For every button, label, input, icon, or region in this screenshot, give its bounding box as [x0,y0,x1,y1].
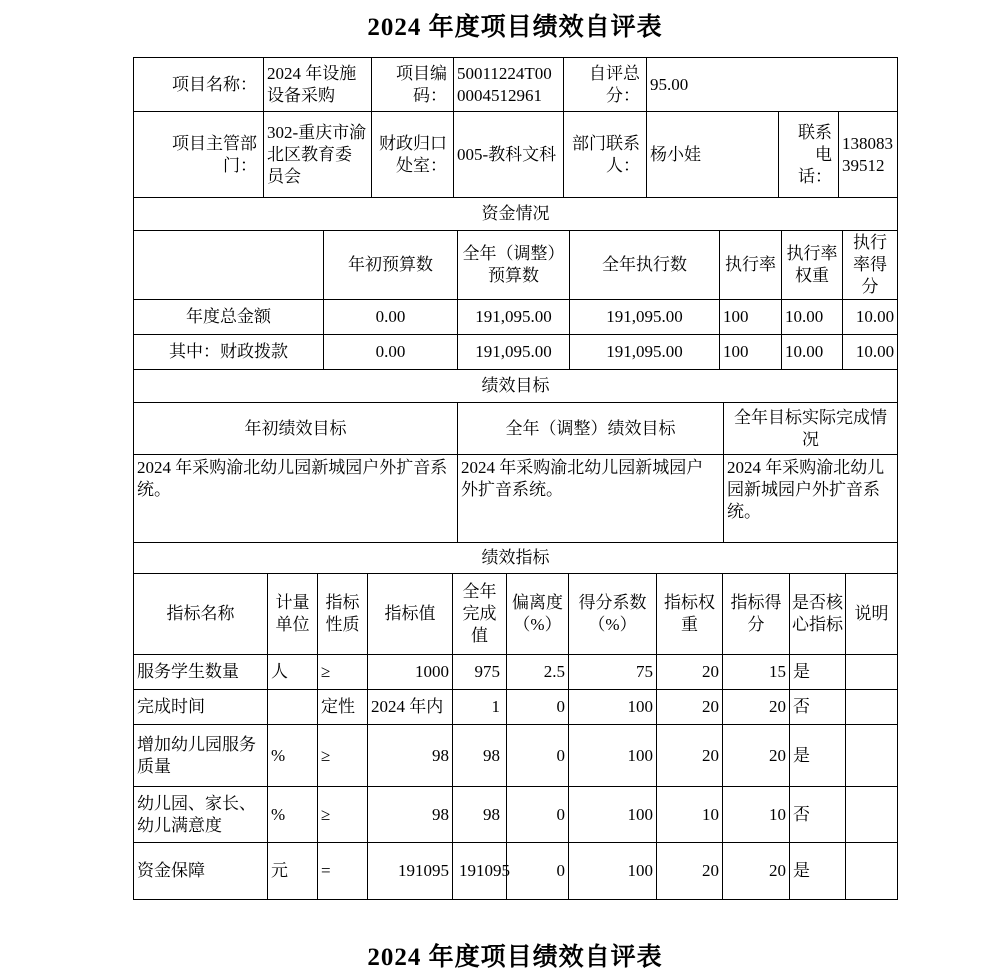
indicator-col-header: 偏离度（%） [507,574,569,655]
phone-label: 联系电话： [779,112,839,198]
page-title: 2024 年度项目绩效自评表 [367,14,663,41]
indicator-cell [268,690,318,725]
goals-section-title: 绩效目标 [134,370,898,403]
indicator-cell: 幼儿园、家长、幼儿满意度 [134,787,268,843]
funding-col-header: 全年执行数 [570,231,720,300]
project-name-value: 2024 年设施设备采购 [264,58,372,112]
indicator-col-header: 计量单位 [268,574,318,655]
indicator-cell: 是 [790,725,846,787]
indicator-col-header: 指标值 [368,574,453,655]
indicators-table [133,542,898,900]
indicator-cell: 100 [569,690,657,725]
indicator-cell: 98 [453,787,507,843]
indicators-section-title: 绩效指标 [134,543,898,574]
indicator-cell: 是 [790,843,846,900]
funding-section-header-row [134,198,898,231]
indicator-cell: 0 [507,787,569,843]
goal-actual: 2024 年采购渝北幼儿园新城园户外扩音系统。 [724,455,898,543]
indicator-cell: 20 [657,843,723,900]
finance-office-value: 005-教科文科 [454,112,564,198]
indicator-cell: 否 [790,787,846,843]
indicator-cell: 否 [790,690,846,725]
project-code-label: 项目编码： [372,58,454,112]
goals-section-header-row [134,370,898,403]
funding-cell: 191,095.00 [570,335,720,370]
funding-cell: 0.00 [324,335,458,370]
indicator-col-header: 指标权重 [657,574,723,655]
funding-cell: 0.00 [324,300,458,335]
indicator-cell [846,690,898,725]
info-table [133,57,898,198]
indicator-cell: 0 [507,725,569,787]
indicator-cell-row [134,655,898,690]
contact-value: 杨小娃 [647,112,779,198]
funding-col-header [134,231,324,300]
info-row-1 [134,58,898,112]
indicator-cell: 75 [569,655,657,690]
info-row-2 [134,112,898,198]
indicator-cell: 元 [268,843,318,900]
indicator-cell-row [134,787,898,843]
funding-cell: 100 [720,335,782,370]
indicator-cell: 完成时间 [134,690,268,725]
funding-col-header: 年初预算数 [324,231,458,300]
goal-initial: 2024 年采购渝北幼儿园新城园户外扩音系统。 [134,455,458,543]
evaluation-table [133,57,897,900]
indicator-cell: 100 [569,787,657,843]
indicator-cell: 98 [453,725,507,787]
phone-value: 13808339512 [839,112,898,198]
indicator-cell: 是 [790,655,846,690]
indicator-cell: 98 [368,725,453,787]
indicators-header-row [134,574,898,655]
self-score-value: 95.00 [647,58,898,112]
indicator-cell: 10 [723,787,790,843]
indicator-cell-row [134,843,898,900]
goals-table [133,369,898,543]
indicator-cell: 增加幼儿园服务质量 [134,725,268,787]
indicator-cell: 定性 [318,690,368,725]
indicator-cell: 98 [368,787,453,843]
indicator-cell: 服务学生数量 [134,655,268,690]
funding-col-header: 执行率得分 [843,231,898,300]
funding-cell: 10.00 [782,335,843,370]
indicator-cell: 20 [657,690,723,725]
dept-value: 302-重庆市渝北区教育委员会 [264,112,372,198]
indicator-col-header: 指标名称 [134,574,268,655]
project-code-value: 50011224T000004512961 [454,58,564,112]
funding-cell: 其中：财政拨款 [134,335,324,370]
indicator-cell: 20 [723,690,790,725]
indicator-cell: = [318,843,368,900]
self-score-label: 自评总分： [564,58,647,112]
finance-office-label: 财政归口处室： [372,112,454,198]
footer-title: 2024 年度项目绩效自评表 [367,944,663,971]
indicator-col-header: 说明 [846,574,898,655]
funding-cell: 191,095.00 [458,300,570,335]
indicator-cell: 20 [657,655,723,690]
dept-label: 项目主管部门： [134,112,264,198]
indicator-cell: 1 [453,690,507,725]
indicator-col-header: 是否核心指标 [790,574,846,655]
indicator-cell [846,787,898,843]
funding-cell: 191,095.00 [458,335,570,370]
funding-section-title: 资金情况 [134,198,898,231]
goals-col-header: 年初绩效目标 [134,403,458,455]
indicator-cell-row [134,725,898,787]
indicator-cell: 975 [453,655,507,690]
indicator-cell: ≥ [318,787,368,843]
indicator-col-header: 得分系数（%） [569,574,657,655]
indicator-cell [846,843,898,900]
indicator-cell: % [268,787,318,843]
funding-cell: 100 [720,300,782,335]
indicator-cell: 100 [569,725,657,787]
indicator-cell-row [134,690,898,725]
indicator-cell: 0 [507,843,569,900]
goals-header-row [134,403,898,455]
indicator-cell: 20 [657,725,723,787]
indicator-col-header: 全年完成值 [453,574,507,655]
indicator-cell [846,725,898,787]
goals-content-row [134,455,898,543]
goals-col-header: 全年目标实际完成情况 [724,403,898,455]
funding-header-row [134,231,898,300]
contact-label: 部门联系人： [564,112,647,198]
indicator-col-header: 指标性质 [318,574,368,655]
indicator-cell: 191095 [368,843,453,900]
funding-col-header: 执行率权重 [782,231,843,300]
indicator-cell: 20 [723,843,790,900]
indicator-cell: 15 [723,655,790,690]
funding-cell: 10.00 [843,300,898,335]
goal-adjusted: 2024 年采购渝北幼儿园新城园户外扩音系统。 [458,455,724,543]
funding-cell-row [134,335,898,370]
indicators-section-header-row [134,543,898,574]
funding-cell: 10.00 [782,300,843,335]
indicator-cell: 1000 [368,655,453,690]
funding-cell-row [134,300,898,335]
project-name-label: 项目名称： [134,58,264,112]
indicator-cell: ≥ [318,725,368,787]
indicator-col-header: 指标得分 [723,574,790,655]
indicator-cell: 191095 [453,843,507,900]
indicator-cell: % [268,725,318,787]
indicator-cell: 0 [507,690,569,725]
indicator-cell: 2.5 [507,655,569,690]
goals-col-header: 全年（调整）绩效目标 [458,403,724,455]
indicator-cell: 资金保障 [134,843,268,900]
indicator-cell [846,655,898,690]
funding-col-header: 全年（调整）预算数 [458,231,570,300]
funding-cell: 191,095.00 [570,300,720,335]
indicator-cell: ≥ [318,655,368,690]
indicator-cell: 10 [657,787,723,843]
funding-col-header: 执行率 [720,231,782,300]
indicator-cell: 2024 年内 [368,690,453,725]
indicator-cell: 人 [268,655,318,690]
indicator-cell: 20 [723,725,790,787]
indicator-cell: 100 [569,843,657,900]
funding-table [133,197,898,370]
funding-cell: 10.00 [843,335,898,370]
funding-cell: 年度总金额 [134,300,324,335]
